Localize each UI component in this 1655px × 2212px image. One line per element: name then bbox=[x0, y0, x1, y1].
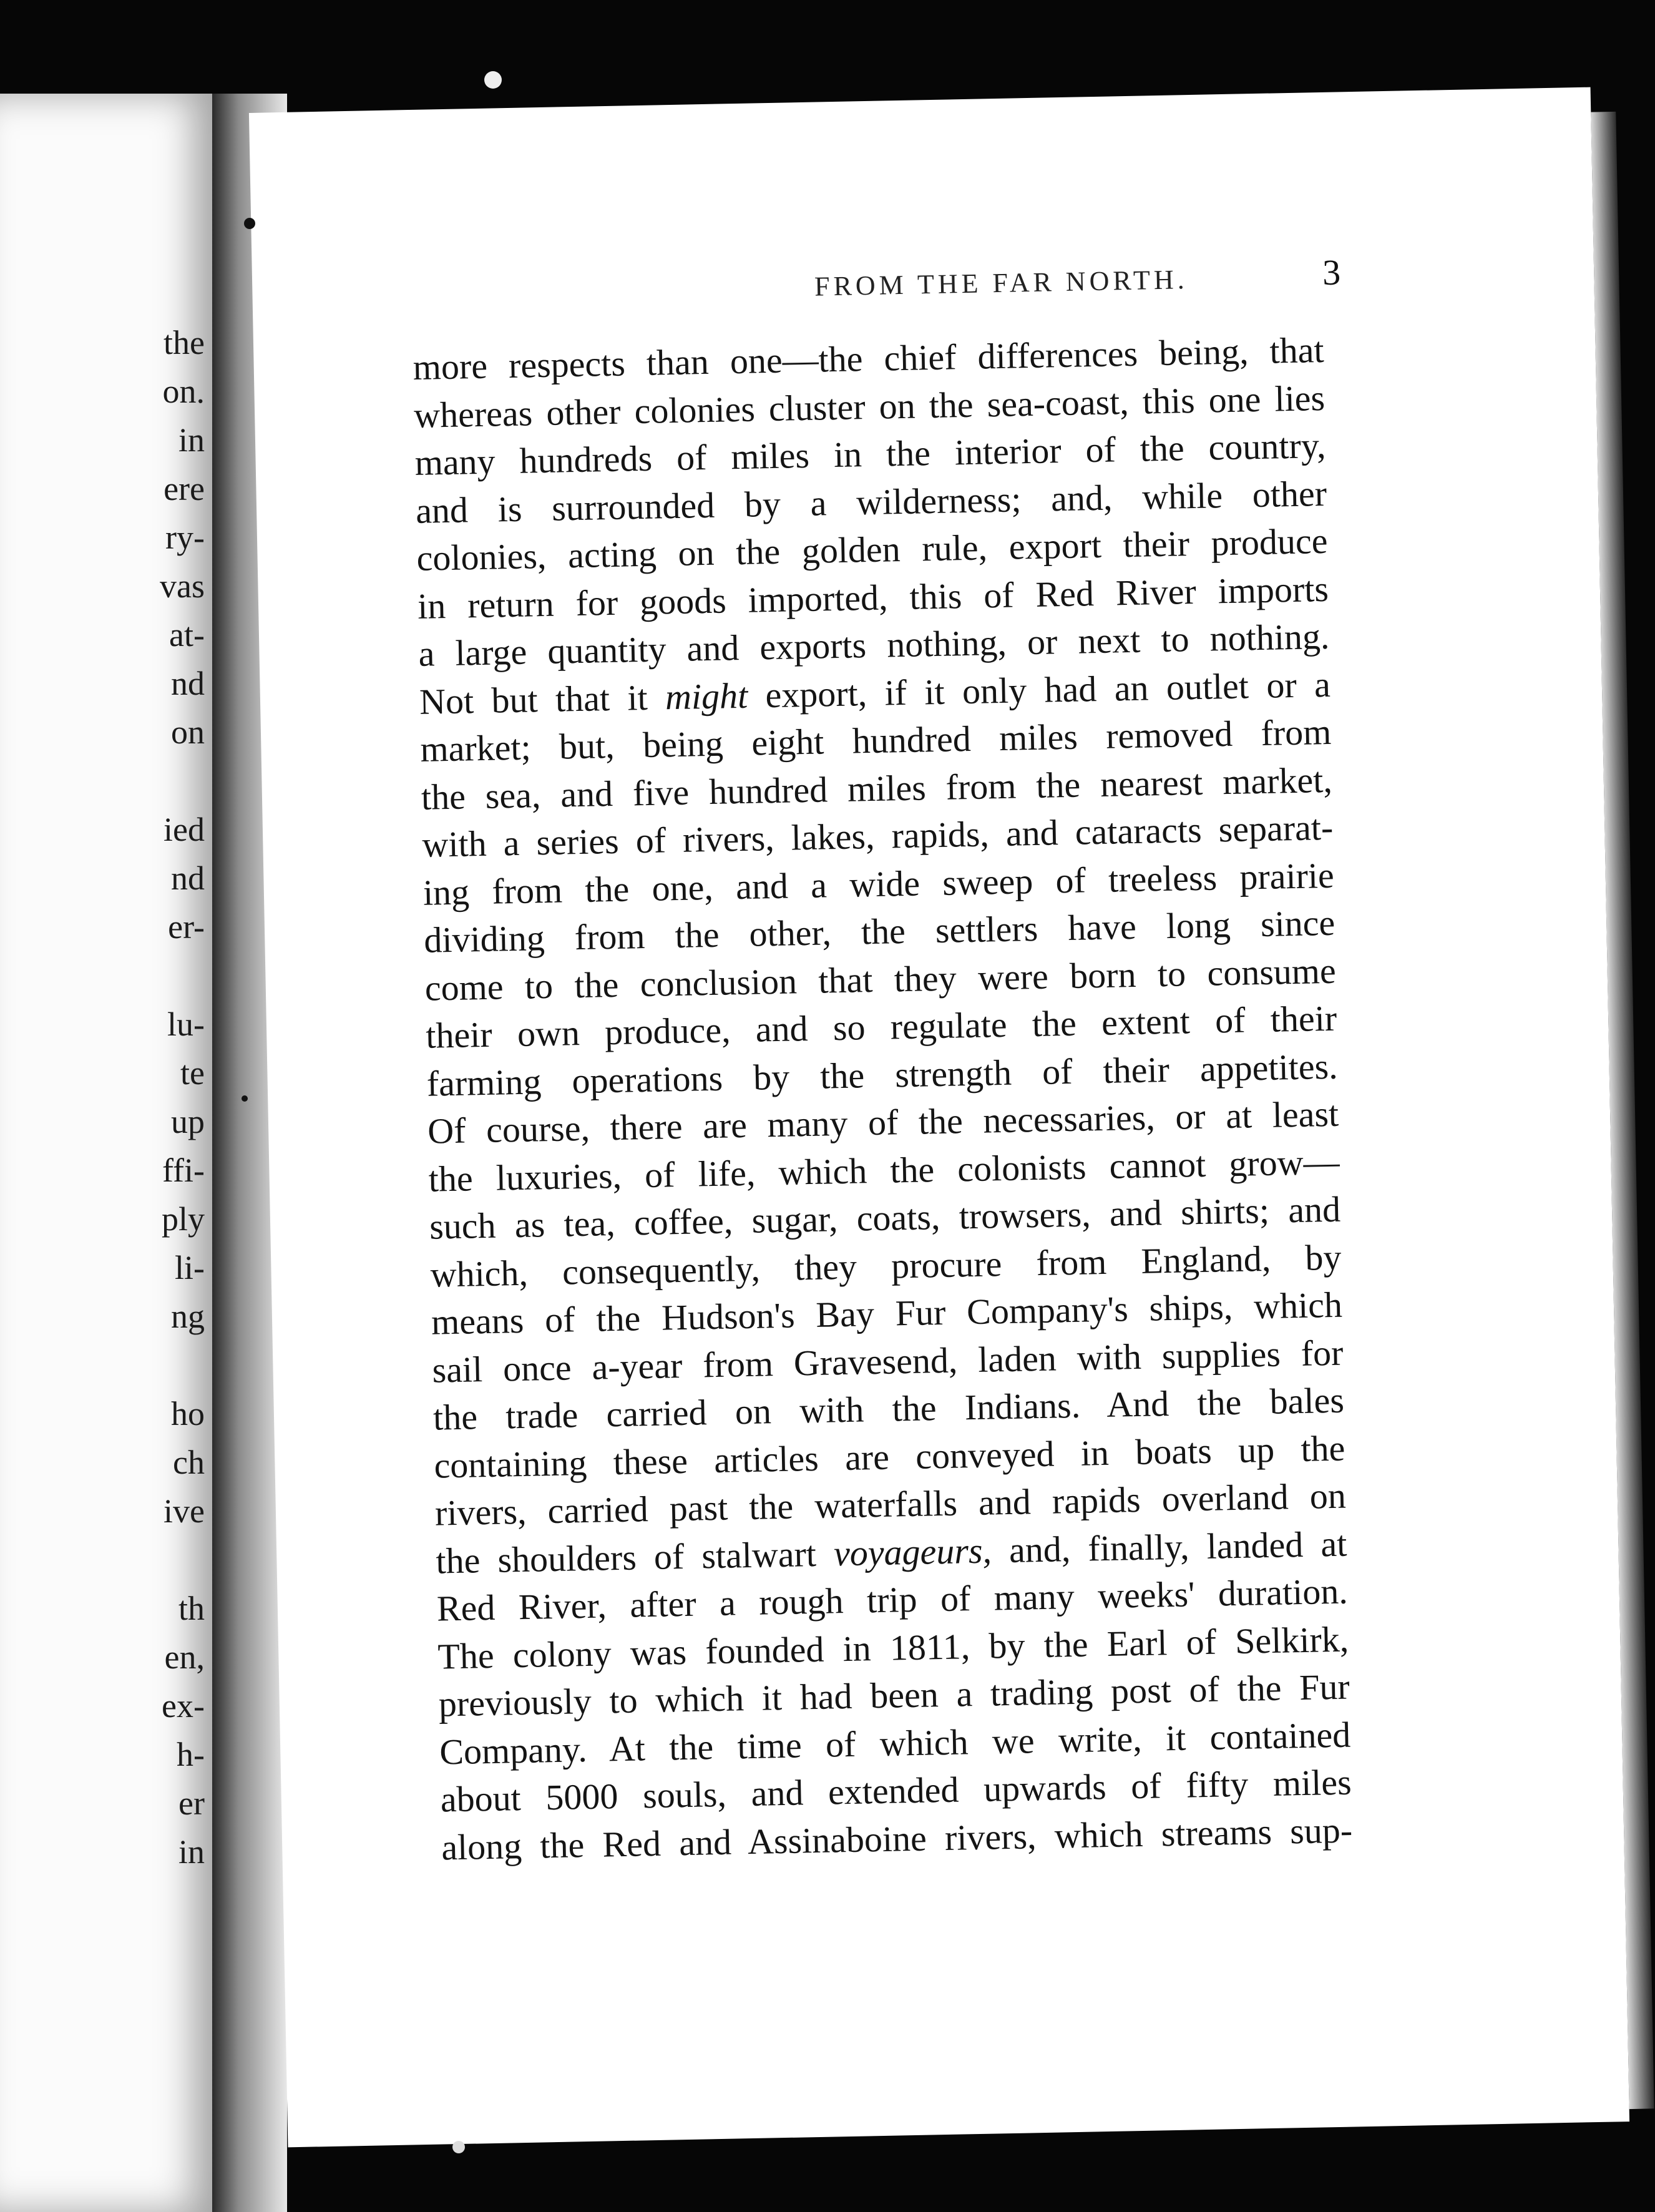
text-segment: such as tea, coffee, sugar, coats, trowsers, and shirts; and bbox=[429, 1188, 1341, 1247]
facing-page-fragment: ng bbox=[171, 1298, 205, 1335]
text-segment: ing from the one, and a wide sweep of treeless prairie bbox=[422, 854, 1335, 913]
facing-page-fragment: lu- bbox=[167, 1006, 205, 1043]
facing-page-fragment: in bbox=[178, 1833, 205, 1871]
text-segment: the shoulders of stalwart bbox=[435, 1532, 834, 1582]
facing-page-fragment: er bbox=[178, 1784, 205, 1822]
facing-page-fragment: at- bbox=[169, 616, 205, 653]
facing-page-fragment: en, bbox=[164, 1638, 205, 1676]
text-segment: colonies, acting on the golden rule, export their produce bbox=[416, 520, 1329, 579]
facing-page-left bbox=[0, 94, 218, 2212]
facing-page-fragment: ply bbox=[161, 1200, 205, 1238]
facing-page-fragment: ied bbox=[164, 811, 205, 848]
facing-page-fragment: li- bbox=[175, 1249, 205, 1286]
facing-page-fragment bbox=[130, 756, 205, 805]
italic-text: voyageurs, bbox=[833, 1530, 992, 1573]
facing-page-fragment: h- bbox=[177, 1736, 205, 1773]
facing-page-fragment: nd bbox=[171, 859, 205, 897]
facing-page-fragment bbox=[130, 1341, 205, 1389]
text-segment: a large quantity and exports nothing, or next to nothing. bbox=[417, 615, 1330, 674]
facing-page-fragment: nd bbox=[171, 665, 205, 702]
page-number: 3 bbox=[1322, 252, 1341, 293]
text-segment: Red River, after a rough trip of many weeks' duration. bbox=[436, 1570, 1349, 1629]
italic-text: might bbox=[665, 675, 748, 717]
text-segment: Of course, there are many of the necessaries, or at least bbox=[427, 1093, 1339, 1152]
text-segment: dividing from the other, the settlers have long since bbox=[423, 902, 1335, 961]
text-segment: the luxuries, of life, which the colonists cannot grow— bbox=[428, 1141, 1340, 1200]
facing-page-fragment: the bbox=[164, 324, 205, 361]
facing-page-fragment: vas bbox=[160, 567, 205, 605]
text-segment: with a series of rivers, lakes, rapids, and cataracts separat- bbox=[421, 806, 1334, 865]
running-head: FROM THE FAR NORTH. bbox=[814, 264, 1189, 302]
text-segment: the sea, and five hundred miles from the nearest market, bbox=[421, 759, 1333, 818]
facing-page-fragment: er- bbox=[168, 908, 205, 946]
facing-page-fragment: ere bbox=[164, 470, 205, 507]
facing-page-fragment: th bbox=[178, 1590, 205, 1627]
text-segment: more respects than one—the chief differences being, that bbox=[413, 329, 1325, 388]
facing-page-fragment: up bbox=[171, 1103, 205, 1140]
text-segment: come to the conclusion that they were born to consume bbox=[424, 950, 1337, 1009]
text-segment: and, finally, landed at bbox=[991, 1523, 1347, 1571]
facing-page-fragment bbox=[130, 1535, 205, 1584]
text-segment: Not but that it bbox=[419, 676, 666, 722]
facing-page-fragment: ho bbox=[171, 1395, 205, 1432]
facing-page-fragment: ch bbox=[173, 1444, 205, 1481]
text-segment: in return for goods imported, this of Red River imports bbox=[417, 568, 1329, 627]
text-segment: rivers, carried past the waterfalls and rapids overland on bbox=[434, 1475, 1347, 1534]
text-segment: Company. At the time of which we write, it contained bbox=[439, 1714, 1351, 1773]
facing-page-fragment: ry- bbox=[165, 519, 205, 556]
facing-page-fragment: ive bbox=[164, 1492, 205, 1530]
text-segment: containing these articles are conveyed in boats up the bbox=[433, 1427, 1345, 1486]
text-segment: market; but, being eight hundred miles removed from bbox=[419, 711, 1332, 770]
body-text bbox=[413, 326, 1353, 1872]
text-segment: The colony was founded in 1811, by the Earl of Selkirk, bbox=[437, 1618, 1349, 1677]
text-segment: the trade carried on with the Indians. And the bales bbox=[432, 1379, 1345, 1438]
text-segment: means of the Hudson's Bay Fur Company's ships, which bbox=[431, 1284, 1343, 1343]
text-segment: which, consequently, they procure from England, by bbox=[430, 1236, 1342, 1295]
facing-page-fragment bbox=[130, 951, 205, 1000]
scan-speck bbox=[484, 71, 502, 89]
facing-page-fragment: te bbox=[180, 1054, 205, 1092]
text-segment: along the Red and Assinaboine rivers, which streams sup- bbox=[441, 1809, 1353, 1868]
text-segment: whereas other colonies cluster on the sea-coast, this one lies bbox=[413, 377, 1325, 436]
text-segment: sail once a-year from Gravesend, laden with supplies for bbox=[431, 1332, 1344, 1391]
facing-page-fragment: ex- bbox=[162, 1687, 205, 1725]
text-segment: many hundreds of miles in the interior of the country, bbox=[414, 424, 1327, 483]
facing-page-fragment: in bbox=[178, 421, 205, 459]
page-edge-shadow bbox=[1591, 112, 1654, 2109]
text-segment: and is surrounded by a wilderness; and, while other bbox=[415, 472, 1327, 531]
book-page bbox=[249, 87, 1629, 2148]
text-segment: export, if it only had an outlet or a bbox=[747, 663, 1331, 716]
facing-page-fragment: ffi- bbox=[162, 1152, 205, 1189]
facing-page-text-fragments bbox=[130, 318, 205, 1876]
text-segment: farming operations by the strength of their appetites. bbox=[426, 1045, 1339, 1104]
text-segment: previously to which it had been a trading post of the Fur bbox=[438, 1666, 1350, 1725]
text-segment: about 5000 souls, and extended upwards of fifty miles bbox=[440, 1761, 1352, 1820]
facing-page-fragment: on. bbox=[162, 373, 205, 410]
facing-page-fragment: on bbox=[171, 713, 205, 751]
text-segment: their own produce, and so regulate the extent of their bbox=[425, 997, 1337, 1056]
